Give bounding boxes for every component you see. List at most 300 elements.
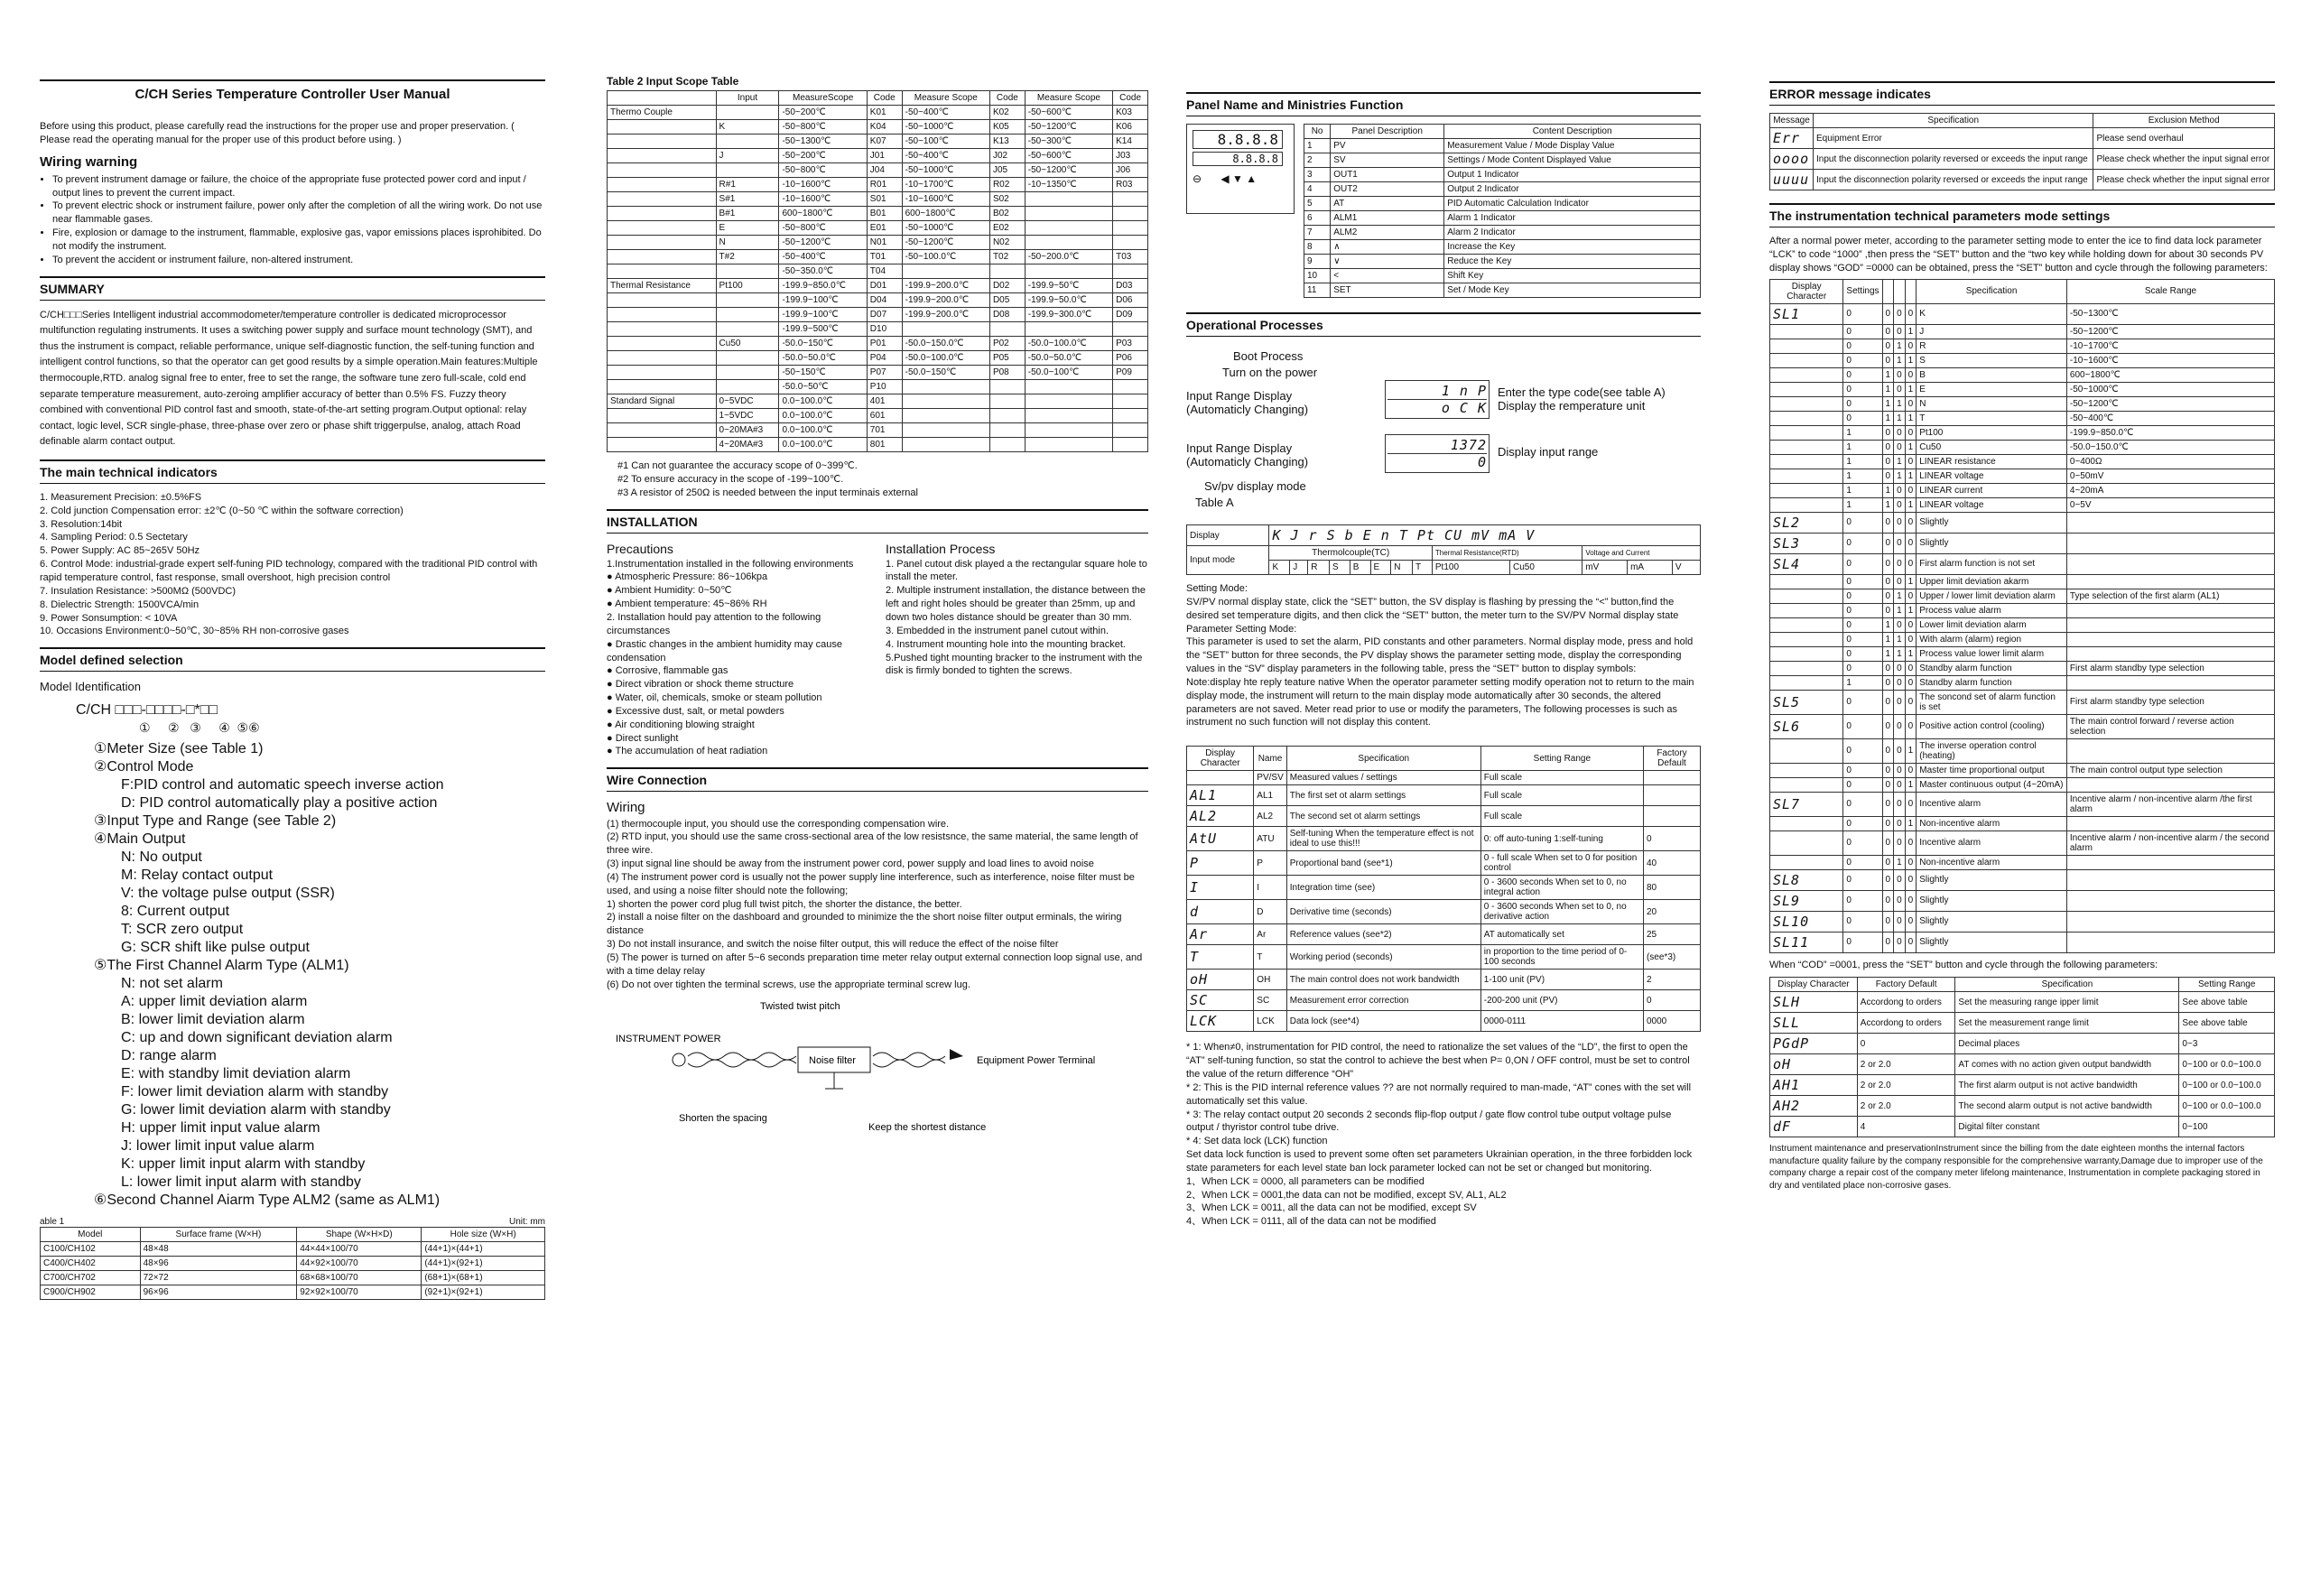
- warning-item: • Fire, explosion or damage to the instrument, flammable, explosive gas, vapor emissions places isprohibited. Do not modify the instrument.: [52, 227, 545, 254]
- table-cell: 0: [1905, 632, 1917, 646]
- table-cell: Slightly: [1917, 932, 2067, 952]
- table-cell: [1770, 855, 1843, 869]
- table-row: [1770, 816, 2275, 830]
- table-cell: [1025, 221, 1112, 236]
- table-cell: [1770, 324, 1843, 339]
- table-row: [1770, 324, 2275, 339]
- table-row: [608, 250, 1148, 264]
- table-row: [608, 279, 1148, 293]
- table-cell: [716, 106, 779, 120]
- table-cell: 1: [1905, 574, 1917, 589]
- table-cell: 0~100 or 0.0~100.0: [2179, 1054, 2275, 1075]
- table-cell: B02: [989, 207, 1025, 221]
- terminal-label: Equipment Power Terminal: [977, 1055, 1096, 1067]
- table-row: [1770, 890, 2275, 911]
- table-row: [1770, 675, 2275, 690]
- table-cell: 0: [1894, 830, 1906, 855]
- table-cell: (44+1)×(92+1): [422, 1257, 545, 1271]
- model-line: B: lower limit deviation alarm: [121, 1012, 305, 1028]
- table-cell: Non-incentive alarm: [1917, 855, 2067, 869]
- table-cell: 0: [1843, 714, 1882, 738]
- table-cell: 0: [1843, 763, 1882, 777]
- indicator-item: 7. Insulation Resistance: >500MΩ (500VDC): [40, 585, 237, 597]
- table-cell: Measurement Value / Mode Display Value: [1444, 139, 1701, 153]
- table-cell: P: [1254, 851, 1286, 876]
- table-cell: 2 or 2.0: [1857, 1096, 1955, 1117]
- table-header: MeasureScope: [779, 91, 867, 106]
- table-row: [608, 322, 1148, 337]
- table-cell: [2066, 816, 2274, 830]
- table-cell: 72×72: [140, 1271, 297, 1285]
- table-cell: -10~1700℃: [2066, 339, 2274, 353]
- table-cell: Thermo Couple: [608, 106, 717, 120]
- table-cell: [1113, 394, 1148, 409]
- table-cell: 2 or 2.0: [1857, 1054, 1955, 1075]
- wiring-item: (2) RTD input, you should use the same cross-sectional area of the low resistsnce, the same material, the same length of three wire.: [607, 831, 1138, 857]
- table-row: [608, 207, 1148, 221]
- model-line: D: PID control automatically play a positive action: [121, 795, 438, 812]
- table-cell: [2066, 890, 2274, 911]
- table-row: [1304, 139, 1701, 153]
- table-cell: 0: [1894, 367, 1906, 382]
- table-cell: -10~1350℃: [1025, 178, 1112, 192]
- table-header: Measure Scope: [902, 91, 989, 106]
- table-cell: Incentive alarm / non-incentive alarm / the second alarm: [2066, 830, 2274, 855]
- table-cell: The second alarm output is not active bandwidth: [1955, 1096, 2179, 1117]
- table-cell: [2066, 675, 2274, 690]
- table-cell: J04: [867, 163, 902, 178]
- table-cell: AtU: [1187, 827, 1254, 851]
- table-row: [1187, 806, 1701, 827]
- table-cell: ATU: [1254, 827, 1286, 851]
- table-cell: 80: [1643, 876, 1700, 900]
- table-cell: 0: [1894, 382, 1906, 396]
- table-cell: [716, 351, 779, 366]
- table-cell: [608, 149, 717, 163]
- model-lines: [40, 740, 545, 1210]
- table-cell: 1: [1882, 483, 1894, 497]
- table-cell: -50~1000℃: [902, 221, 989, 236]
- table-cell: LINEAR resistance: [1917, 454, 2067, 469]
- table-cell: -50.0~100℃: [1025, 366, 1112, 380]
- table-row: [1770, 763, 2275, 777]
- table-cell: 1: [1894, 454, 1906, 469]
- table-row: [608, 221, 1148, 236]
- table-cell: 0~100 or 0.0~100.0: [2179, 1096, 2275, 1117]
- table-cell: -50~800℃: [779, 221, 867, 236]
- table-cell: -50~1000℃: [902, 163, 989, 178]
- table-cell: 1: [1843, 469, 1882, 483]
- footnote: * 2: This is the PID internal reference values ?? are not normally required to man-made, “AT” cones with the set will automatically set this value.: [1186, 1081, 1692, 1107]
- table-row: [608, 135, 1148, 149]
- table-row: [1187, 1011, 1701, 1032]
- footnote: * 1: When≠0, instrumentation for PID control, the need to rationalize the set values of the “LD”, the first to open the “AT” self-tuning function, so stat the control to achieve the best when P= 0,ON / OFF control, must be set to control the value of the return difference “OH”: [1186, 1042, 1690, 1080]
- precaution-item: ● Excessive dust, salt, or metal powders: [607, 705, 784, 717]
- process-title: Installation Process: [886, 541, 996, 556]
- table-cell: Incentive alarm: [1917, 792, 2067, 816]
- table-cell: 0: [1894, 777, 1906, 792]
- precaution-item: 1.Instrumentation installed in the following environments: [607, 558, 854, 570]
- table-cell: P07: [867, 366, 902, 380]
- table-cell: 1: [1843, 454, 1882, 469]
- shift-key-icon[interactable]: ◀: [1220, 172, 1230, 185]
- table-cell: Reference values (see*2): [1286, 924, 1480, 945]
- table-cell: 0: [1882, 324, 1894, 339]
- table-row: [1187, 900, 1701, 924]
- table-cell: [1770, 411, 1843, 425]
- table-cell: 0: [1643, 990, 1700, 1011]
- table-cell: P: [1187, 851, 1254, 876]
- table-cell: -50~800℃: [779, 120, 867, 135]
- table-cell: [1770, 646, 1843, 661]
- table-cell: [1770, 396, 1843, 411]
- table-cell: 1: [1882, 382, 1894, 396]
- table-cell: [608, 192, 717, 207]
- table-cell: 0: [1894, 574, 1906, 589]
- table-row: [1187, 785, 1701, 806]
- table-cell: 0: [1905, 303, 1917, 324]
- table-cell: B01: [867, 207, 902, 221]
- table-cell: D03: [1113, 279, 1148, 293]
- table-1-sizes: [40, 1227, 545, 1300]
- table-cell: 5: [1304, 197, 1331, 211]
- table-cell: 0: [1894, 869, 1906, 890]
- table-cell: [1113, 322, 1148, 337]
- wiring-sub: Wiring: [607, 800, 645, 816]
- table-cell: -50~400℃: [779, 250, 867, 264]
- table-cell: S02: [989, 192, 1025, 207]
- table-cell: 0: [1882, 353, 1894, 367]
- table-row: [1770, 396, 2275, 411]
- table-cell: 0: [1894, 738, 1906, 763]
- table-cell: -50.0~100.0℃: [902, 351, 989, 366]
- table-cell: 0: [1882, 690, 1894, 714]
- table-header: Name: [1254, 747, 1286, 771]
- table-cell: [1113, 380, 1148, 394]
- table-cell: Full scale: [1480, 785, 1643, 806]
- down-key-icon[interactable]: ▼: [1231, 172, 1243, 185]
- wire-heading: Wire Connection: [607, 767, 1148, 792]
- table-cell: Slightly: [1917, 869, 2067, 890]
- table-cell: -50~1200℃: [1025, 163, 1112, 178]
- model-line: 8: Current output: [121, 904, 230, 920]
- table-row: [608, 351, 1148, 366]
- table-cell: [608, 409, 717, 423]
- table-cell: -199.9~50.0℃: [1025, 293, 1112, 308]
- table-cell: [1770, 469, 1843, 483]
- table-row: [1770, 533, 2275, 553]
- table-cell: 1: [1894, 353, 1906, 367]
- table-row: [608, 394, 1148, 409]
- precaution-item: 2. Installation hould pay attention to the following circumstances: [607, 611, 821, 636]
- table-cell: Set the measurement range limit: [1955, 1013, 2179, 1034]
- table-cell: [1770, 497, 1843, 512]
- table-cell: Slightly: [1917, 533, 2067, 553]
- table-cell: Master continuous output (4~20mA): [1917, 777, 2067, 792]
- table-cell: B#1: [716, 207, 779, 221]
- table-cell: The main control output type selection: [2066, 763, 2274, 777]
- table-cell: oH: [1770, 1054, 1858, 1075]
- table-cell: ALM2: [1331, 226, 1444, 240]
- table-cell: E02: [989, 221, 1025, 236]
- table-header: Display Character: [1770, 279, 1843, 303]
- table-row: [608, 293, 1148, 308]
- table-cell: 801: [867, 438, 902, 452]
- table-cell: N: [716, 236, 779, 250]
- table-cell: [1770, 763, 1843, 777]
- table-cell: 0: [1882, 533, 1894, 553]
- table-cell: S#1: [716, 192, 779, 207]
- table-cell: LINEAR current: [1917, 483, 2067, 497]
- table-cell: [1770, 425, 1843, 440]
- table-row: [1187, 771, 1701, 785]
- table-cell: 0: [1905, 367, 1917, 382]
- warning-item: • To prevent instrument damage or failure, the choice of the appropriate fuse protected power cord and input / output lines to prevent the current impact.: [52, 173, 545, 200]
- table-cell: 7: [1304, 226, 1331, 240]
- table-cell: 0~400Ω: [2066, 454, 2274, 469]
- table-cell: Data lock (see*4): [1286, 1011, 1480, 1032]
- power-source-icon: [673, 1053, 685, 1066]
- table-cell: 1: [1905, 497, 1917, 512]
- table-header: Specification: [1813, 114, 2093, 128]
- table-cell: P04: [867, 351, 902, 366]
- table-cell: P08: [989, 366, 1025, 380]
- table-row: [1770, 603, 2275, 617]
- table-row: [1304, 240, 1701, 255]
- table-cell: [1770, 830, 1843, 855]
- table-cell: 0: [1843, 574, 1882, 589]
- model-heading: Model defined selection: [40, 647, 545, 672]
- table-cell: 600~1800℃: [779, 207, 867, 221]
- cod-parameter-table: [1769, 977, 2275, 1137]
- table-cell: [608, 163, 717, 178]
- table-cell: R#1: [716, 178, 779, 192]
- table-cell: K01: [867, 106, 902, 120]
- table-cell: 0~100: [2179, 1117, 2275, 1137]
- table-cell: 0~5VDC: [716, 394, 779, 409]
- table-cell: [1025, 394, 1112, 409]
- table-cell: Reduce the Key: [1444, 255, 1701, 269]
- table-cell: 0: [1905, 553, 1917, 574]
- table-cell: 0: [1905, 589, 1917, 603]
- table-cell: 0: [1843, 589, 1882, 603]
- table-cell: SV: [1331, 153, 1444, 168]
- table-cell: 0: [1894, 440, 1906, 454]
- table-row: [1770, 869, 2275, 890]
- table-cell: Lower limit deviation alarm: [1917, 617, 2067, 632]
- table-cell: [608, 207, 717, 221]
- table-cell: -199.9~850.0℃: [779, 279, 867, 293]
- up-key-icon[interactable]: ▲: [1246, 172, 1258, 185]
- table-cell: [716, 308, 779, 322]
- table-cell: -50~600℃: [1025, 106, 1112, 120]
- column-2: [607, 74, 1148, 1144]
- input-range-2: Input Range Display (Automaticly Changing): [1186, 441, 1309, 469]
- table-cell: Master time proportional output: [1917, 763, 2067, 777]
- table-cell: [716, 380, 779, 394]
- table-cell: Integration time (see): [1286, 876, 1480, 900]
- table-cell: First alarm function is not set: [1917, 553, 2067, 574]
- model-line: N: not set alarm: [121, 976, 223, 992]
- table-cell: 0: [1894, 890, 1906, 911]
- sv-display: 8.8.8.8: [1193, 152, 1283, 166]
- table-cell: 600~1800℃: [2066, 367, 2274, 382]
- table-cell: [1025, 207, 1112, 221]
- table-cell: PV/SV: [1254, 771, 1286, 785]
- table-header: Content Description: [1444, 125, 1701, 139]
- table-cell: The inverse operation control (heating): [1917, 738, 2067, 763]
- table-cell: 1: [1882, 646, 1894, 661]
- precaution-item: ● Direct vibration or shock theme structure: [607, 679, 794, 691]
- table-cell: 0: [1643, 827, 1700, 851]
- precaution-item: ● Ambient temperature: 45~86% RH: [607, 598, 767, 610]
- table-cell: 40: [1643, 851, 1700, 876]
- table-cell: 0: [1843, 303, 1882, 324]
- table-cell: The main control forward / reverse action selection: [2066, 714, 2274, 738]
- table-cell: 0: [1882, 303, 1894, 324]
- precaution-item: ● Ambient Humidity: 0~50℃: [607, 585, 732, 597]
- table-row: [1304, 211, 1701, 226]
- table-a-code: mV: [1582, 561, 1628, 575]
- table-header: Factory Default: [1857, 978, 1955, 992]
- table-cell: 0: [1905, 533, 1917, 553]
- table-cell: Full scale: [1480, 771, 1643, 785]
- table-row: [41, 1257, 545, 1271]
- table-cell: R03: [1113, 178, 1148, 192]
- panel-heading: Panel Name and Ministries Function: [1186, 92, 1701, 116]
- table-cell: P09: [1113, 366, 1148, 380]
- table-row: [41, 1271, 545, 1285]
- model-line: ①Meter Size (see Table 1): [94, 741, 264, 757]
- table-cell: Slightly: [1917, 911, 2067, 932]
- table-cell: -199.9~50℃: [1025, 279, 1112, 293]
- table-cell: 0: [1843, 855, 1882, 869]
- table-cell: K13: [989, 135, 1025, 149]
- table-cell: D09: [1113, 308, 1148, 322]
- table-cell: -50~400℃: [2066, 411, 2274, 425]
- table-cell: 0: [1843, 816, 1882, 830]
- table-cell: [1113, 409, 1148, 423]
- precaution-item: ● Air conditioning blowing straight: [607, 719, 755, 730]
- table-cell: [1025, 423, 1112, 438]
- table-row: [1187, 876, 1701, 900]
- table-cell: -50.0~150℃: [902, 366, 989, 380]
- table-cell: dF: [1770, 1117, 1858, 1137]
- input-range-note: Display input range: [1498, 445, 1599, 459]
- table-cell: K02: [989, 106, 1025, 120]
- table-row: [1770, 497, 2275, 512]
- table-cell: [608, 380, 717, 394]
- table-cell: T#2: [716, 250, 779, 264]
- table-row: [608, 337, 1148, 351]
- keep-label: Keep the shortest distance: [868, 1122, 987, 1134]
- table-cell: 3: [1304, 168, 1331, 182]
- table-cell: -10~1700℃: [902, 178, 989, 192]
- table-row: [1770, 646, 2275, 661]
- table-cell: 48×96: [140, 1257, 297, 1271]
- warning-item: • To prevent electric shock or instrument failure, power only after the completion of all the wiring work. Do not use near flammable gases.: [52, 200, 545, 227]
- table-cell: [1770, 367, 1843, 382]
- table-cell: -50~1200℃: [2066, 396, 2274, 411]
- table-row: [608, 149, 1148, 163]
- table-cell: 1: [1905, 440, 1917, 454]
- table-row: [1770, 855, 2275, 869]
- summary-heading: SUMMARY: [40, 276, 545, 301]
- table-cell: [1643, 771, 1700, 785]
- table-cell: [608, 337, 717, 351]
- table-cell: SL8: [1770, 869, 1843, 890]
- table-cell: 0: [1905, 890, 1917, 911]
- table-row: [1770, 1117, 2275, 1137]
- table-cell: AT automatically set: [1480, 924, 1643, 945]
- table-cell: 0: [1882, 792, 1894, 816]
- table-cell: <: [1331, 269, 1444, 283]
- table-row: [1304, 226, 1701, 240]
- model-line: ④Main Output: [94, 831, 186, 848]
- table-cell: S: [1917, 353, 2067, 367]
- table-cell: 9: [1304, 255, 1331, 269]
- table-cell: 1: [1843, 483, 1882, 497]
- table-cell: -50.0~50.0℃: [1025, 351, 1112, 366]
- table-row: [1187, 945, 1701, 970]
- shorten-label: Shorten the spacing: [679, 1113, 767, 1125]
- table-cell: [2066, 911, 2274, 932]
- table-row: [1770, 932, 2275, 952]
- indicator-item: 4. Sampling Period: 0.5 Sectetary: [40, 532, 188, 543]
- table-cell: 44×92×100/70: [297, 1257, 422, 1271]
- model-line: A: upper limit deviation alarm: [121, 994, 308, 1010]
- set-key-icon[interactable]: ⊖: [1193, 172, 1202, 185]
- op-flow: [1186, 344, 1701, 524]
- table-cell: D02: [989, 279, 1025, 293]
- table-cell: LINEAR voltage: [1917, 497, 2067, 512]
- table-cell: T: [1917, 411, 2067, 425]
- table-cell: [902, 394, 989, 409]
- table-cell: J02: [989, 149, 1025, 163]
- table-cell: [1770, 675, 1843, 690]
- table-row: [1770, 382, 2275, 396]
- table-cell: oooo: [1770, 149, 1814, 170]
- table-cell: [608, 308, 717, 322]
- power-label: INSTRUMENT POWER: [616, 1034, 721, 1045]
- table-cell: [2066, 738, 2274, 763]
- table-cell: 0: [1894, 483, 1906, 497]
- wiring-item: (5) The power is turned on after 5~6 seconds preparation time meter relay output external connection loop signal use, and with a time delay relay: [607, 951, 1143, 977]
- table-cell: Please check whether the input signal error: [2093, 149, 2275, 170]
- table-header: Specification: [1286, 747, 1480, 771]
- wiring-warning-heading: Wiring warning: [40, 153, 138, 170]
- table-cell: [716, 264, 779, 279]
- table-cell: Cu50: [1917, 440, 2067, 454]
- table-header: [1882, 279, 1894, 303]
- table-cell: Standard Signal: [608, 394, 717, 409]
- table-row: [1187, 970, 1701, 990]
- table-cell: [1113, 264, 1148, 279]
- table-cell: SL5: [1770, 690, 1843, 714]
- table-cell: 0: [1843, 646, 1882, 661]
- table-cell: 1: [1905, 353, 1917, 367]
- table-cell: Ar: [1187, 924, 1254, 945]
- table-row: [1187, 990, 1701, 1011]
- table-cell: 96×96: [140, 1285, 297, 1300]
- table-cell: LINEAR voltage: [1917, 469, 2067, 483]
- precaution-item: ● Direct sunlight: [607, 732, 679, 744]
- table-cell: SL2: [1770, 512, 1843, 533]
- table-cell: J03: [1113, 149, 1148, 163]
- table-cell: Output 1 Indicator: [1444, 168, 1701, 182]
- table-cell: N02: [989, 236, 1025, 250]
- table-cell: -50~1200℃: [902, 236, 989, 250]
